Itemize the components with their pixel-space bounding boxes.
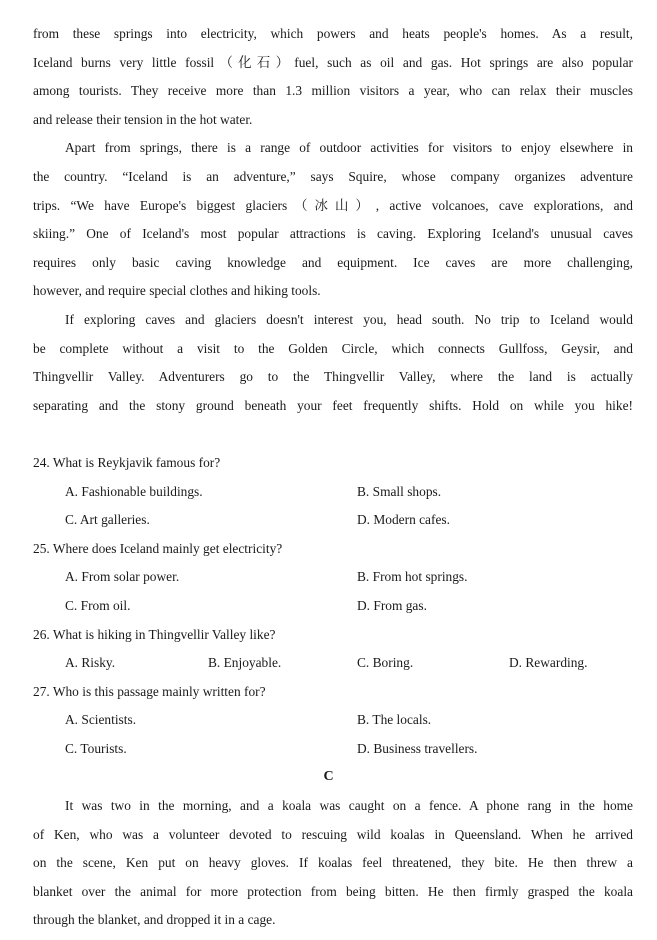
passage-line: however, and require special clothes and hiking tools. (33, 283, 321, 298)
answer-option: C. Art galleries. (65, 512, 150, 527)
passage-line: skiing.” One of Iceland's most popular attractions is caving. Exploring Iceland's unusual caves (33, 226, 633, 241)
passage-line: and release their tension in the hot water. (33, 112, 253, 127)
section-heading: C (323, 769, 334, 784)
passage-line: of Ken, who was a volunteer devoted to rescuing wild koalas in Queensland. When he arrived (33, 827, 633, 842)
passage-line: among tourists. They receive more than 1.3 million visitors a year, who can relax their muscles (33, 83, 633, 98)
answer-option: B. Enjoyable. (208, 655, 282, 670)
answer-option: A. Fashionable buildings. (65, 484, 203, 499)
answer-option: C. Tourists. (65, 741, 127, 756)
passage-line: requires only basic caving knowledge and equipment. Ice caves are more challenging, (33, 255, 633, 270)
passage-line: through the blanket, and dropped it in a cage. (33, 912, 276, 927)
passage-line: blanket over the animal for more protection from being bitten. He then firmly grasped the koala (33, 884, 633, 899)
answer-option: A. From solar power. (65, 569, 180, 584)
answer-option: B. The locals. (357, 712, 432, 727)
passage-line: the country. “Iceland is an adventure,” says Squire, whose company organizes adventure (33, 169, 633, 184)
passage-line: on the scene, Ken put on heavy gloves. If koalas feel threatened, they bite. He then threw a (33, 855, 633, 870)
passage-line: trips. “We have Europe's biggest glaciers（冰山）, active volcanoes, cave explorations, and (33, 198, 633, 213)
question-stem: 27. Who is this passage mainly written for? (33, 684, 266, 699)
answer-option: B. From hot springs. (357, 569, 468, 584)
answer-option: D. From gas. (357, 598, 427, 613)
passage-line: Apart from springs, there is a range of outdoor activities for visitors to enjoy elsewhere in (65, 140, 633, 155)
answer-option: B. Small shops. (357, 484, 442, 499)
answer-option: A. Risky. (65, 655, 116, 670)
passage-line: separating and the stony ground beneath your feet frequently shifts. Hold on while you hike! (33, 398, 633, 413)
passage-line: It was two in the morning, and a koala was caught on a fence. A phone rang in the home (65, 798, 633, 813)
answer-option: C. Boring. (357, 655, 414, 670)
passage-line: If exploring caves and glaciers doesn't interest you, head south. No trip to Iceland would (65, 312, 633, 327)
answer-option: D. Business travellers. (357, 741, 478, 756)
answer-option: D. Rewarding. (509, 655, 588, 670)
question-stem: 25. Where does Iceland mainly get electricity? (33, 541, 283, 556)
answer-option: D. Modern cafes. (357, 512, 450, 527)
passage-line: Thingvellir Valley. Adventurers go to the Thingvellir Valley, where the land is actually (33, 369, 633, 384)
passage-line: Iceland burns very little fossil（化石）fuel, such as oil and gas. Hot springs are also popular (33, 55, 633, 70)
answer-option: A. Scientists. (65, 712, 137, 727)
passage-line: from these springs into electricity, which powers and heats people's homes. As a result, (33, 26, 633, 41)
question-stem: 26. What is hiking in Thingvellir Valley like? (33, 627, 276, 642)
question-stem: 24. What is Reykjavik famous for? (33, 455, 221, 470)
answer-option: C. From oil. (65, 598, 131, 613)
passage-line: be complete without a visit to the Golden Circle, which connects Gullfoss, Geysir, and (33, 341, 633, 356)
